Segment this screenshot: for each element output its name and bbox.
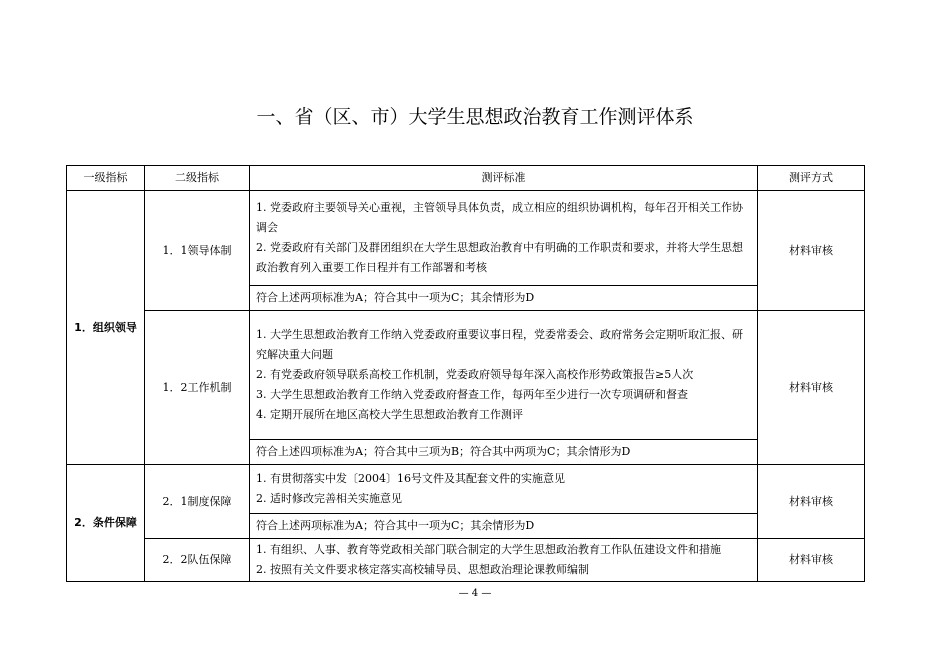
criteria-item: 3. 大学生思想政治教育工作纳入党委政府督查工作，每两年至少进行一次专项调研和督查 <box>256 388 688 401</box>
header-primary: 一级指标 <box>67 166 145 191</box>
page-title: 一、省（区、市）大学生思想政治教育工作测评体系 <box>256 106 694 128</box>
method-cell: 材料审核 <box>758 191 865 311</box>
criteria-item: 1. 大学生思想政治教育工作纳入党委政府重要议事日程，党委常委会、政府常务会定期听取汇报、研究解决重大问题 <box>256 328 743 361</box>
table-row <box>67 191 865 286</box>
primary-indicator: 1．组织领导 <box>67 191 145 465</box>
table-row <box>67 465 865 514</box>
criteria-item: 1. 党委政府主要领导关心重视，主管领导具体负责，成立相应的组织协调机构，每年召开相关工作协调会 <box>256 201 743 234</box>
evaluation-table <box>66 165 865 582</box>
header-method: 测评方式 <box>758 166 865 191</box>
method-cell: 材料审核 <box>758 539 865 582</box>
page-number: — 4 — <box>458 588 492 599</box>
table-header-row <box>67 166 865 191</box>
criteria-cell <box>250 539 758 582</box>
grading-cell: 符合上述四项标准为A；符合其中三项为B；符合其中两项为C；其余情形为D <box>250 440 758 465</box>
header-secondary: 二级指标 <box>145 166 250 191</box>
header-criteria: 测评标准 <box>250 166 758 191</box>
grading-cell: 符合上述两项标准为A；符合其中一项为C；其余情形为D <box>250 514 758 539</box>
criteria-item: 1. 有组织、人事、教育等党政相关部门联合制定的大学生思想政治教育工作队伍建设文件和措施 <box>256 543 721 556</box>
method-cell: 材料审核 <box>758 311 865 465</box>
criteria-item: 4. 定期开展所在地区高校大学生思想政治教育工作测评 <box>256 408 523 421</box>
primary-indicator: 2．条件保障 <box>67 465 145 582</box>
criteria-item: 2. 按照有关文件要求核定落实高校辅导员、思想政治理论课教师编制 <box>256 563 589 576</box>
criteria-item: 1. 有贯彻落实中发〔2004〕16号文件及其配套文件的实施意见 <box>256 472 565 485</box>
secondary-indicator: 2．1制度保障 <box>145 465 250 539</box>
criteria-cell <box>250 465 758 514</box>
criteria-cell <box>250 311 758 440</box>
table-row <box>67 311 865 440</box>
criteria-cell <box>250 191 758 286</box>
secondary-indicator: 2．2队伍保障 <box>145 539 250 582</box>
criteria-item: 2. 有党委政府领导联系高校工作机制，党委政府领导每年深入高校作形势政策报告≥5人次 <box>256 368 694 381</box>
secondary-indicator: 1．2工作机制 <box>145 311 250 465</box>
criteria-item: 2. 适时修改完善相关实施意见 <box>256 492 402 505</box>
method-cell: 材料审核 <box>758 465 865 539</box>
secondary-indicator: 1．1领导体制 <box>145 191 250 311</box>
grading-cell: 符合上述两项标准为A；符合其中一项为C；其余情形为D <box>250 286 758 311</box>
criteria-item: 2. 党委政府有关部门及群团组织在大学生思想政治教育中有明确的工作职责和要求，并将大学生思想政治教育列入重要工作日程并有工作部署和考核 <box>256 241 743 274</box>
table-row <box>67 539 865 582</box>
